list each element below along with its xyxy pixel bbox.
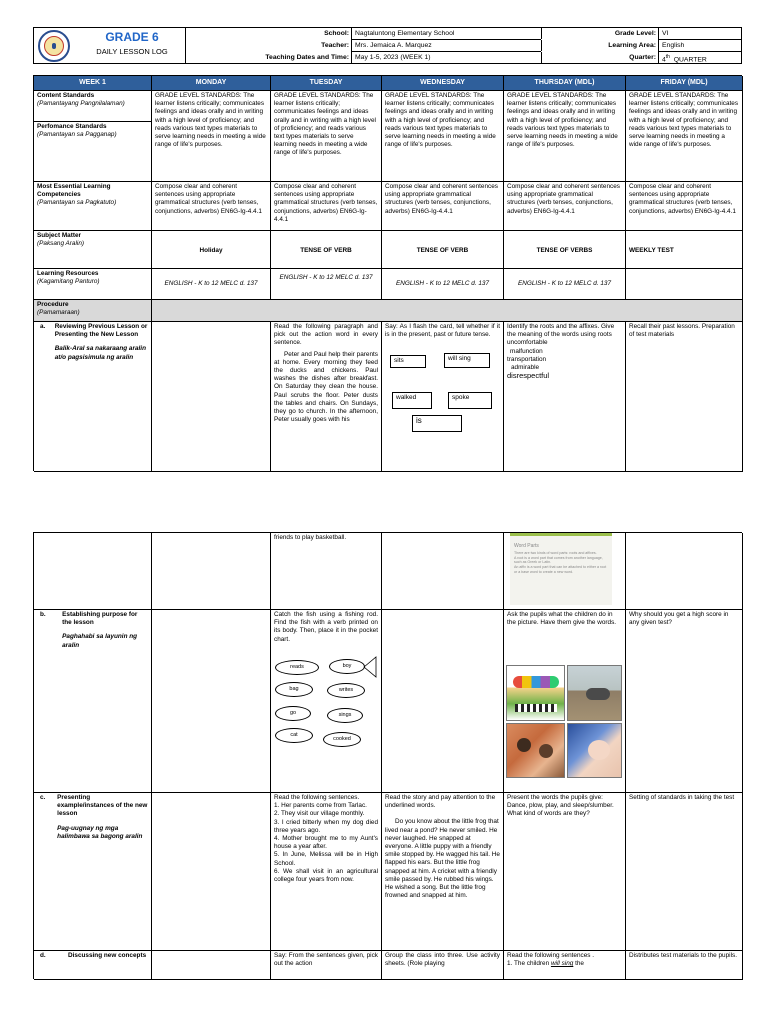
step-b-friday: Why should you get a high score in any given test? (626, 610, 743, 793)
melc-wednesday: Compose clear and coherent sentences using appropriate grammatical structures (verb tenses, conjunctions, adverbs) EN6G-Ig-4.4.1 (382, 182, 504, 231)
step-c-wednesday: Read the story and pay attention to the underlined words. Do you know about the little frog that lived near a pond? He never smiled. He never laughed. He snapped at everyone. A little puppy with a friendly smile stopped by. He wagged his tail. He flapped his ears. But the little frog snapped at him. A cricket with a friendly smile passed by. He rubbed his wings. He wished a song. But the little frog frowned and snapped at him. (382, 793, 504, 951)
school-value: Nagtaluntong Elementary School (351, 28, 541, 40)
step-b-tuesday: Catch the fish using a fishing rod. Find the fish with a verb printed on its body. Then, place it in the pocket chart. reads boy bag writes go sings cat cooked (271, 610, 382, 793)
fish-card: bag (275, 682, 313, 697)
cont-thursday (504, 533, 626, 610)
fish-card: go (275, 706, 311, 721)
step-c-label: c. Presenting example/instances of the new lesson Pag-uugnay ng mga halimbawa sa bagong aralin (34, 793, 152, 951)
resources-monday: ENGLISH - K to 12 MELC d. 137 (152, 269, 271, 300)
performance-standards-label: Perfomance Standards (Pamantayan sa Pagganap) (34, 122, 152, 182)
subject-tuesday: TENSE OF VERB (271, 231, 382, 269)
teaching-dates-label: Teaching Dates and Time: (265, 54, 349, 61)
learning-area-value: English (658, 40, 741, 52)
word-item: transportation (507, 355, 547, 363)
quarter-value: 4th QUARTER (658, 52, 741, 64)
step-c-friday: Setting of standards in taking the test (626, 793, 743, 951)
daily-lesson-log-title: DAILY LESSON LOG (96, 47, 168, 56)
melc-label: Most Essential Learning Competencies (Pamantayan sa Pagkatuto) (34, 182, 152, 231)
learning-area-label: Learning Area: (541, 40, 656, 51)
sentence-item: 5. In June, Melissa will be in High School. (274, 851, 378, 867)
step-d-wednesday: Group the class into three. Use activity sheets. (Role playing (382, 951, 504, 980)
teacher-value: Mrs. Jemaica A. Marquez (351, 40, 541, 52)
step-b-monday (152, 610, 271, 793)
standards-thursday: GRADE LEVEL STANDARDS: The learner listens critically; communicates feelings and ideas orally and in writing with a high level of proficiency; and reads various text types materials to serve learning needs in meeting a wide range of life's purposes. (504, 91, 626, 182)
col-monday: MONDAY (152, 76, 271, 91)
fish-tail-icon (363, 656, 377, 678)
sentence-item: 1. Her parents come from Tarlac. (274, 802, 367, 810)
step-c-thursday: Present the words the pupils give: Dance, plow, play, and sleep/slumber. What kind of words are they? (504, 793, 626, 951)
sentence-item: 4. Mother brought me to my Aunt's house a year after. (274, 835, 378, 851)
step-c-monday (152, 793, 271, 951)
deped-seal-icon (38, 30, 70, 62)
sleeping-baby-picture (567, 723, 622, 778)
grade-level-value: VI (658, 28, 741, 40)
col-tuesday: TUESDAY (271, 76, 382, 91)
fish-card: boy (329, 659, 365, 674)
content-standards-label: Content Standards (Pamantayang Pangnilalaman) (34, 91, 152, 122)
step-d-tuesday: Say: From the sentences given, pick out the action (271, 951, 382, 980)
fish-card: sings (327, 708, 363, 723)
teaching-dates-value: May 1-5, 2023 (WEEK 1) (351, 52, 541, 64)
flash-card: walked (392, 392, 432, 409)
teacher-label: Teacher: (321, 42, 349, 49)
resources-friday (626, 269, 743, 300)
standards-tuesday: GRADE LEVEL STANDARDS: The learner listens critically; communicates feelings and ideas orally and in writing with a high level of proficiency; and reads various text types materials to serve learning needs in meeting a wide range of life's purposes. (271, 91, 382, 182)
step-b-label: b. Establishing purpose for the lesson Paghahabi sa layunin ng aralin (34, 610, 152, 793)
fish-card: writes (327, 683, 365, 698)
carabao-plow-picture (567, 665, 622, 721)
grade-level-label: Grade Level: (541, 28, 656, 39)
flash-card: is (412, 415, 462, 432)
word-item: malfunction (510, 347, 543, 355)
lesson-table-continued (33, 532, 742, 979)
subject-matter-label: Subject Matter (Paksang Aralin) (34, 231, 152, 269)
learning-resources-label: Learning Resources (Kagamitang Panturo) (34, 269, 152, 300)
subject-monday: Holiday (152, 231, 271, 269)
standards-friday: GRADE LEVEL STANDARDS: The learner listens critically; communicates feelings and ideas orally and in writing with a high level of proficiency; and reads various text types materials to serve learning needs in meeting a wide range of life's purposes. (626, 91, 743, 182)
lesson-table (33, 75, 742, 471)
fish-card: reads (275, 660, 319, 675)
standards-wednesday: GRADE LEVEL STANDARDS: The learner listens critically; communicates feelings and ideas orally and in writing with a high level of proficiency; and reads various text types materials to serve learning needs in meeting a wide range of life's purposes. (382, 91, 504, 182)
col-week: WEEK 1 (34, 76, 152, 91)
col-thursday: THURSDAY (MDL) (504, 76, 626, 91)
children-playing-picture (506, 723, 565, 778)
word-parts-image: Word Parts There are two kinds of word parts: roots and affixes. A root is a word part that comes from another language, such as Greek or Latin. An affix is a word part that can be attached to either a root or a base word to create a new word. (510, 533, 612, 605)
step-d-label: d. Discussing new concepts (34, 951, 152, 980)
col-friday: FRIDAY (MDL) (626, 76, 743, 91)
melc-tuesday: Compose clear and coherent sentences using appropriate grammatical structures (verb tenses, conjunctions, adverbs) EN6G-Ig-4.4.1 (271, 182, 382, 231)
step-d-monday (152, 951, 271, 980)
melc-monday: Compose clear and coherent sentences using appropriate grammatical structures (verb tenses, conjunctions, adverbs) EN6G-Ig-4.4.1 (152, 182, 271, 231)
procedure-label: Procedure (Pamamaraan) (34, 300, 152, 322)
subject-wednesday: TENSE OF VERB (382, 231, 504, 269)
flash-card: will sing (444, 353, 490, 368)
cont-monday (152, 533, 271, 610)
resources-wednesday: ENGLISH - K to 12 MELC d. 137 (382, 269, 504, 300)
step-a-label: a. Reviewing Previous Lesson or Presenting the New Lesson Balik-Aral sa nakaraang aralin at/o pagsisimula ng aralin (34, 322, 152, 472)
step-a-monday (152, 322, 271, 472)
fish-card: cat (275, 728, 313, 743)
step-a-thursday: Identify the roots and the affixes. Give the meaning of the words using roots uncomfortable malfunction transportation admirable disrespectful (504, 322, 626, 472)
resources-thursday: ENGLISH - K to 12 MELC d. 137 (504, 269, 626, 300)
quarter-label: Quarter: (541, 52, 656, 63)
children-music-picture (506, 665, 565, 721)
sentence-item: 3. I cried bitterly when my dog died three years ago. (274, 818, 378, 834)
subject-friday: WEEKLY TEST (626, 231, 743, 269)
step-b-wednesday (382, 610, 504, 793)
lesson-log-page-2 (0, 525, 768, 1024)
procedure-band (152, 300, 743, 322)
word-item: disrespectful (507, 371, 550, 381)
subject-thursday: TENSE OF VERBS (504, 231, 626, 269)
flash-card: spoke (448, 392, 492, 409)
step-d-thursday: Read the following sentences . 1. The children will sing the (504, 951, 626, 980)
fish-card: cooked (323, 732, 361, 747)
standards-monday: GRADE LEVEL STANDARDS: The learner listens critically; communicates feelings and ideas orally and in writing with a high level of proficiency; and reads various text types materials to serve learning needs in meeting a wide range of life's purposes. (152, 91, 271, 182)
grade-title: GRADE 6 (105, 30, 159, 44)
step-c-tuesday: Read the following sentences. 1. Her parents come from Tarlac. 2. They visit our village monthly. 3. I cried bitterly when my dog died three years ago. 4. Mother brought me to my Aunt's house a year after. 5. In June, Melissa will be in High School. 6. We shall visit in an agricultural college four years from now. (271, 793, 382, 951)
sentence-item: 2. They visit our village monthly. (274, 810, 365, 818)
step-a-wednesday: Say: As I flash the card, tell whether if it is in the present, past or future tense. sits will sing walked spoke is (382, 322, 504, 472)
sentence-item: 6. We shall visit in an agricultural college four years from now. (274, 867, 378, 884)
melc-thursday: Compose clear and coherent sentences using appropriate grammatical structures (verb tenses, conjunctions, adverbs) EN6G-Ig-4.4.1 (504, 182, 626, 231)
header-table (33, 27, 742, 64)
page-gap (0, 485, 768, 525)
step-d-friday: Distributes test materials to the pupils. (626, 951, 743, 980)
word-item: admirable (511, 364, 540, 372)
header-logo-cell (34, 28, 186, 63)
step-b-thursday: Ask the pupils what the children do in the picture. Have them give the words. (504, 610, 626, 793)
resources-tuesday: ENGLISH - K to 12 MELC d. 137 (271, 269, 382, 300)
step-a-friday: Recall their past lessons. Preparation of test materials (626, 322, 743, 472)
cont-tuesday: friends to play basketball. (271, 533, 382, 610)
word-item: uncomfortable (507, 339, 548, 347)
cont-friday (626, 533, 743, 610)
col-wednesday: WEDNESDAY (382, 76, 504, 91)
flash-card: sits (390, 355, 426, 368)
cont-wednesday (382, 533, 504, 610)
melc-friday: Compose clear and coherent sentences using appropriate grammatical structures (verb tenses, conjunctions, adverbs) EN6G-Ig-4.4.1 (626, 182, 743, 231)
school-label: School: (324, 30, 349, 37)
lesson-log-page-1 (0, 0, 768, 485)
cont-label (34, 533, 152, 610)
step-a-tuesday: Read the following paragraph and pick out the action word in every sentence. Peter and Paul help their parents at home. Every morning they feed the ducks and chickens. Paul washes the dishes after breakfast. On Saturday they clean the house. Paul scrubs the floor. Peter dusts the tables and chairs. On Sundays, they go to church. In the afternoon, Peter usually goes with his (271, 322, 382, 472)
